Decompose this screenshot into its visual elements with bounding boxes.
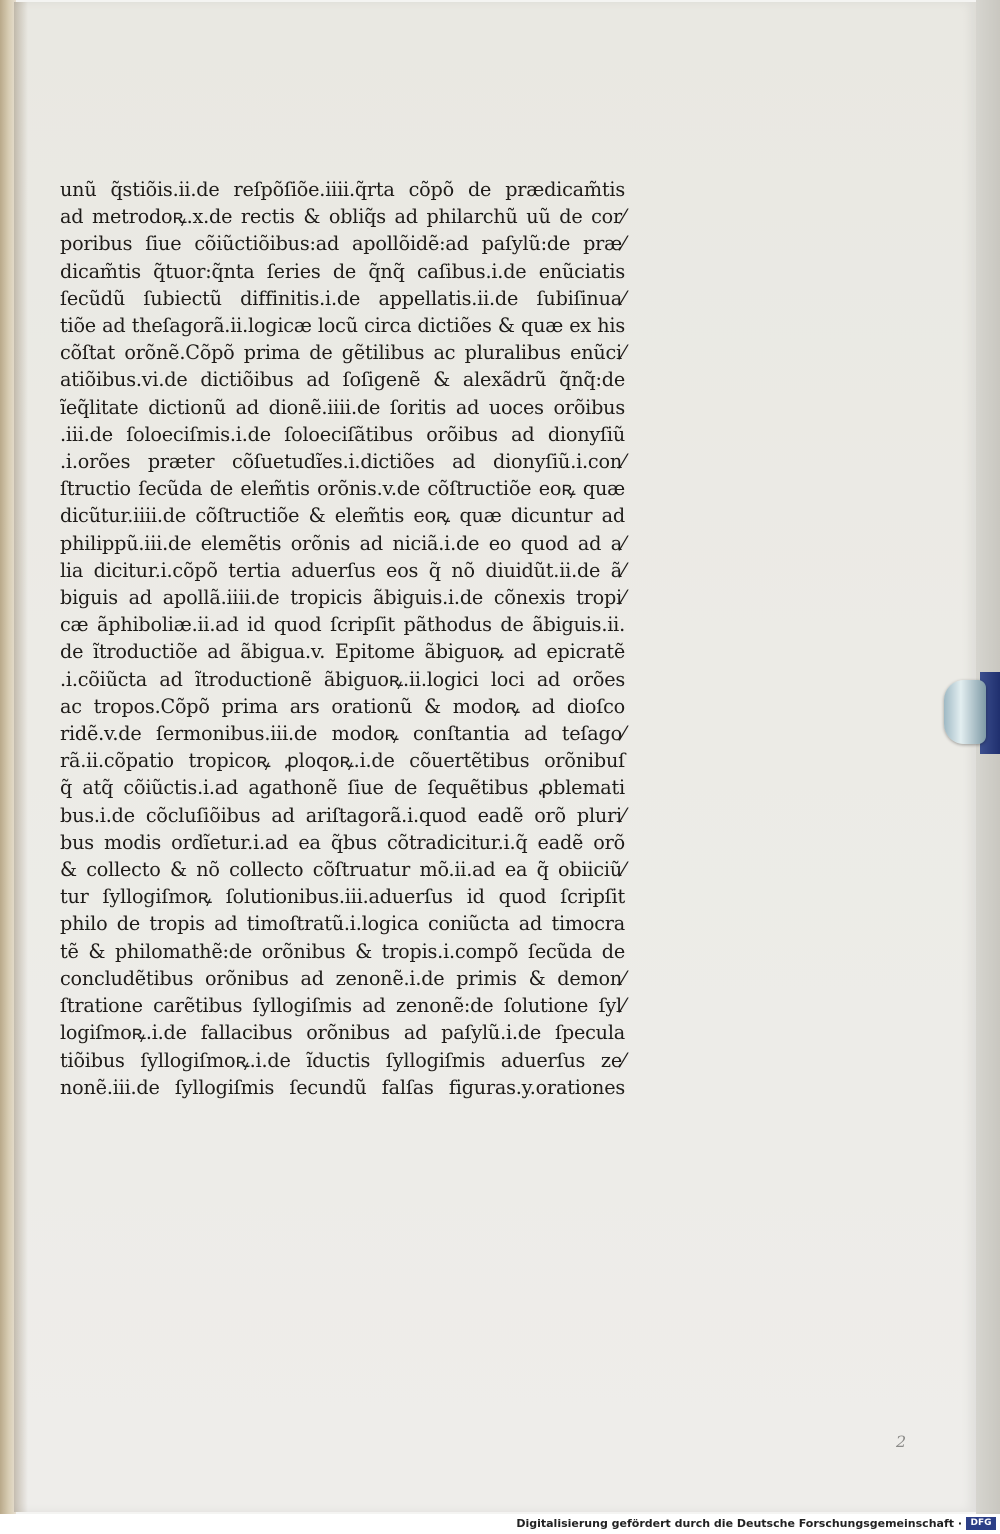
- text-line: ſecũdũ ſubiectũ diffinitis.i.de appellatis.ii.de ſubiſinua⁄: [60, 286, 625, 310]
- text-line: biguis ad apollã.iiii.de tropicis ãbiguis.i.de cõnexis tropi⁄: [60, 586, 625, 610]
- text-line: lia dicitur.i.cõpõ tertia aduerſus eos q̃ nõ diuidũt.ii.de ã⁄: [60, 558, 625, 582]
- text-line: bus.i.de cõcluſiõibus ad ariſtagorã.i.quod eadẽ orõ pluri⁄: [60, 803, 625, 827]
- text-line: cæ ãphiboliæ.ii.ad id quod ſcripſit pãthodus de ãbiguis.ii.: [60, 613, 625, 637]
- text-line: ſtratione carẽtibus ſyllogiſmis ad zenonẽ:de ſolutione ſyl⁄: [60, 994, 625, 1018]
- text-line: tiõe ad theſagorã.ii.logicæ locũ circa dictiões & quæ ex his: [60, 314, 625, 338]
- text-line: bus modis ordĩetur.i.ad ea q̃bus cõtradicitur.i.q̃ eadẽ orõ: [60, 830, 625, 854]
- dfg-logo-icon: DFG: [966, 1517, 996, 1530]
- text-line: ac tropos.Cõpõ prima ars orationũ & modoꝶ ad dioſco: [60, 694, 625, 718]
- text-line: philo de tropis ad timoſtratũ.i.logica coniũcta ad timocra: [60, 912, 625, 936]
- page-gutter: [14, 2, 28, 1512]
- text-line: atiõibus.vi.de dictiõibus ad ſoſigenẽ & alexãdrũ q̃nq̃:de: [60, 368, 625, 392]
- pencil-folio-mark: 2: [896, 1432, 907, 1451]
- footer-credit: Digitalisierung gefördert durch die Deutsche Forschungsgemeinschaft ·: [516, 1517, 962, 1530]
- text-line: unũ q̃stiõis.ii.de reſpõſiõe.iiii.q̃rta cõpõ de prædicam̃tis: [60, 178, 625, 201]
- text-line: & collecto & nõ collecto cõſtruatur mõ.ii.ad ea q̃ obiiciũ⁄: [60, 858, 625, 882]
- printed-text-block: [60, 176, 625, 1101]
- text-line: tẽ & philomathẽ:de orõnibus & tropis.i.compõ ſecũda de: [60, 939, 625, 963]
- text-line: ridẽ.v.de ſermonibus.iii.de modoꝶ conſtantia ad teſago⁄: [60, 722, 625, 746]
- text-line: rã.ii.cõpatio tropicoꝶ ꝓloqoꝶ.i.de cõuertẽtibus orõnibuſ: [60, 749, 625, 773]
- text-line: philippũ.iii.de elemẽtis orõnis ad niciã.i.de eo quod ad a⁄: [60, 531, 625, 555]
- text-line: dicam̃tis q̃tuor:q̃nta ſeries de q̃nq̃ caſibus.i.de enũciatis: [60, 259, 625, 283]
- text-line: cõſtat orõnẽ.Cõpõ prima de gẽtilibus ac pluralibus enũci⁄: [60, 341, 625, 365]
- text-line: ad metrodoꝶ.x.de rectis & obliq̃s ad philarchũ uũ de cor⁄: [60, 205, 625, 229]
- text-line: ſtructio ſecũda de elem̃tis orõnis.v.de cõſtructiõe eoꝶ quæ: [60, 477, 625, 501]
- text-line: tiõibus ſyllogiſmoꝶ.i.de ĩductis ſyllogiſmis aduerſus ze⁄: [60, 1048, 625, 1072]
- text-line: q̃ atq̃ cõiũctis.i.ad agathonẽ ſiue de ſequẽtibus ꝓblemati: [60, 776, 625, 800]
- text-line: poribus ſiue cõiũctiõibus:ad apollõidẽ:ad paſylũ:de præ⁄: [60, 232, 625, 256]
- text-line: de ĩtroductiõe ad ãbigua.v. Epitome ãbiguoꝶ ad epicratẽ: [60, 640, 625, 664]
- color-calibration-clip: [944, 680, 986, 744]
- text-line: logiſmoꝶ.i.de fallacibus orõnibus ad paſylũ.i.de ſpecula: [60, 1021, 625, 1045]
- text-line: nonẽ.iii.de ſyllogiſmis ſecundũ falſas figuras.y.orationes: [60, 1075, 625, 1099]
- text-line: dicũtur.iiii.de cõſtructiõe & elem̃tis eoꝶ quæ dicuntur ad: [60, 504, 625, 528]
- binding-edge: [976, 0, 1000, 1514]
- text-line: ĩeq̃litate dictionũ ad dionẽ.iiii.de ſoritis ad uoces orõibus: [60, 395, 625, 419]
- text-line: tur ſyllogiſmoꝶ ſolutionibus.iii.aduerſus id quod ſcripſit: [60, 885, 625, 909]
- text-line: .i.orões præter cõſuetudĩes.i.dictiões ad dionyſiũ.i.con⁄: [60, 450, 625, 474]
- text-line: concludẽtibus orõnibus ad zenonẽ.i.de primis & demon⁄: [60, 966, 625, 990]
- footer-bar: [0, 1514, 1000, 1534]
- text-line: .iii.de ſoloeciſmis.i.de ſoloeciſãtibus orõibus ad dionyſiũ: [60, 422, 625, 446]
- text-line: .i.cõiũcta ad ĩtroductionẽ ãbiguoꝶ.ii.logici loci ad orões: [60, 667, 625, 691]
